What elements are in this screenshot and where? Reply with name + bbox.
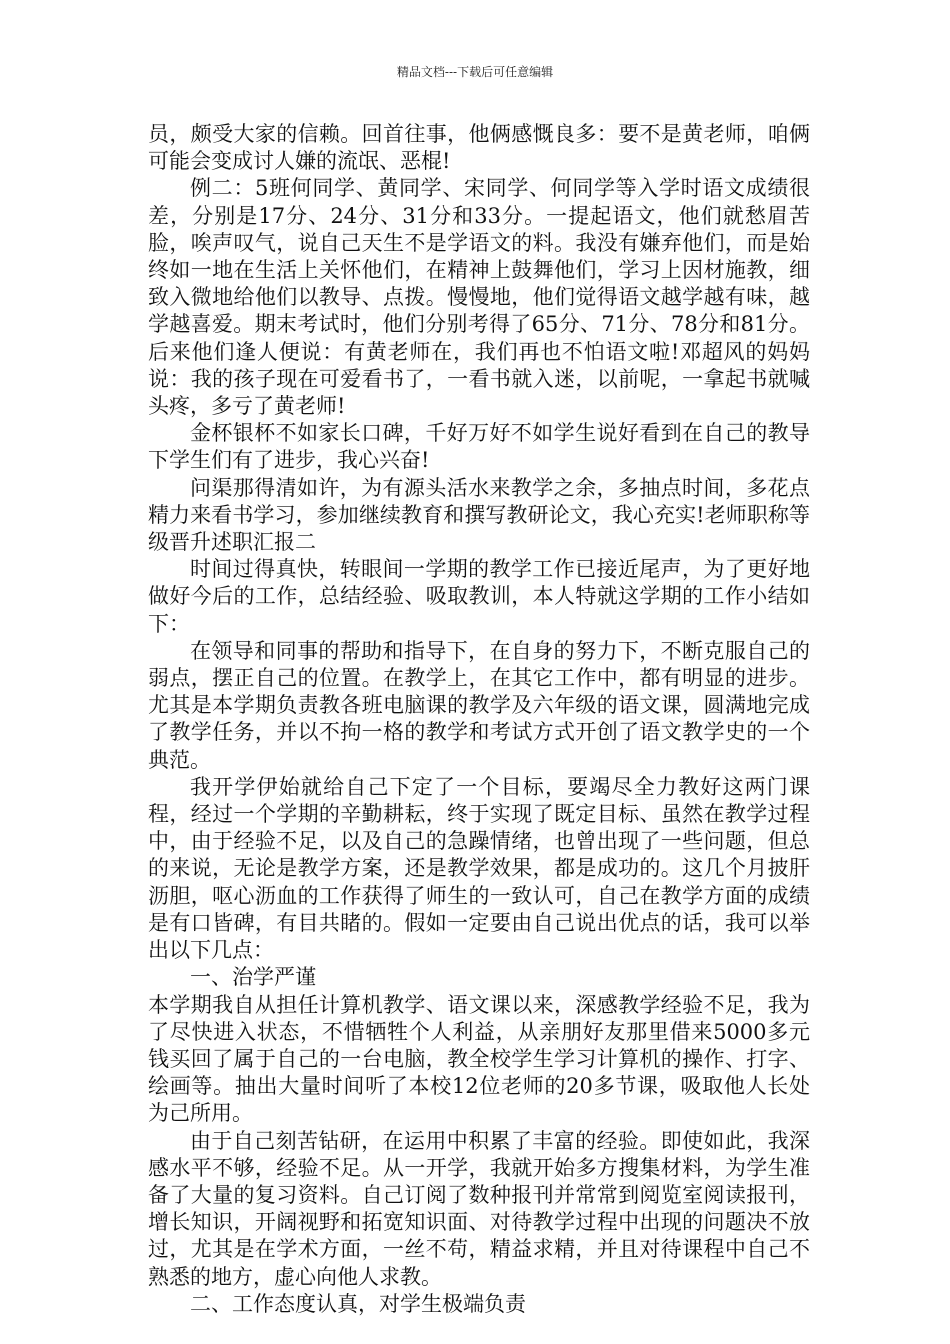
page-header: 精品文档---下载后可任意编辑: [396, 65, 554, 79]
document-body: [148, 121, 810, 1318]
paragraph: 例二：5班何同学、黄同学、宋同学、何同学等入学时语文成绩很差，分别是17分、24分、31分和33分。一提起语文，他们就愁眉苦脸，唉声叹气，说自己天生不是学语文的料。我没有嫌弃他们，而是始终如一地在生活上关怀他们，在精神上鼓舞他们，学习上因材施教，细致入微地给他们以教导、点拨。慢慢地，他们觉得语文越学越有味，越学越喜爱。期末考试时，他们分别考得了65分、71分、78分和81分。后来他们逢人便说：有黄老师在，我们再也不怕语文啦!邓超风的妈妈说：我的孩子现在可爱看书了，一看书就入迷，以前呢，一拿起书就喊头疼，多亏了黄老师!: [148, 176, 810, 419]
paragraph: 金杯银杯不如家长口碑，千好万好不如学生说好看到在自己的教导下学生们有了进步，我心兴奋!: [148, 421, 810, 473]
paragraph: 我开学伊始就给自己下定了一个目标，要竭尽全力教好这两门课程，经过一个学期的辛勤耕耘，终于实现了既定目标、虽然在教学过程中，由于经验不足，以及自己的急躁情绪，也曾出现了一些问题，但总的来说，无论是教学方案，还是教学效果，都是成功的。这几个月披肝沥胆，呕心沥血的工作获得了师生的一致认可，自己在教学方面的成绩是有口皆碑，有目共睹的。假如一定要由自己说出优点的话，我可以举出以下几点：: [148, 774, 810, 963]
paragraph: 由于自己刻苦钻研，在运用中积累了丰富的经验。即使如此，我深感水平不够，经验不足。从一开学，我就开始多方搜集材料，为学生准备了大量的复习资料。自己订阅了数种报刊并常常到阅览室阅读报刊，增长知识，开阔视野和拓宽知识面、对待教学过程中出现的问题决不放过，尤其是在学术方面，一丝不苟，精益求精，并且对待课程中自己不熟悉的地方，虚心向他人求教。: [148, 1128, 810, 1289]
paragraph: 本学期我自从担任计算机教学、语文课以来，深感教学经验不足，我为了尽快进入状态，不惜牺牲个人利益，从亲朋好友那里借来5000多元钱买回了属于自己的一台电脑，教全校学生学习计算机的操作、打字、绘画等。抽出大量时间听了本校12位老师的20多节课，吸取他人长处为己所用。: [148, 992, 810, 1126]
paragraph: 员，颇受大家的信赖。回首往事，他俩感慨良多：要不是黄老师，咱俩可能会变成讨人嫌的流氓、恶棍!: [148, 122, 810, 174]
paragraph: 时间过得真快，转眼间一学期的教学工作已接近尾声，为了更好地做好今后的工作，总结经验、吸取教训，本人特就这学期的工作小结如下：: [148, 557, 810, 636]
section-heading: 二、工作态度认真，对学生极端负责: [190, 1291, 526, 1316]
paragraph: 问渠那得清如许，为有源头活水来教学之余，多抽点时间，多花点精力来看书学习，参加继续教育和撰写教研论文，我心充实!老师职称等级晋升述职汇报二: [148, 475, 810, 555]
paragraph: 在领导和同事的帮助和指导下，在自身的努力下，不断克服自己的弱点，摆正自己的位置。在教学上，在其它工作中，都有明显的进步。尤其是本学期负责教各班电脑课的教学及六年级的语文课，圆满地完成了教学任务，并以不拘一格的教学和考试方式开创了语文教学史的一个典范。: [148, 638, 810, 772]
section-heading: 一、治学严谨: [190, 965, 316, 990]
